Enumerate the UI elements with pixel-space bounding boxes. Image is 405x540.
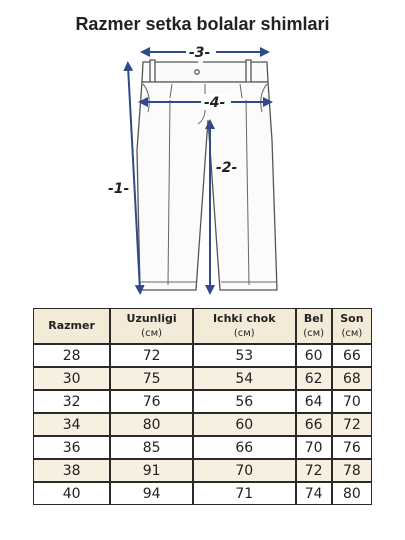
table-row: 38 91 70 72 78 [33, 459, 372, 482]
header-hip: Son (см) [332, 308, 372, 344]
header-length: Uzunligi (см) [110, 308, 193, 344]
table-row: 40 94 71 74 80 [33, 482, 372, 505]
dim-label-2: -2- [216, 160, 238, 176]
size-table [33, 308, 372, 505]
dim-label-1: -1- [108, 181, 130, 197]
table-row: 32 76 56 64 70 [33, 390, 372, 413]
dim-label-3: -3- [189, 45, 211, 61]
header-waist: Bel (см) [296, 308, 332, 344]
table-row: 36 85 66 70 76 [33, 436, 372, 459]
table-row: 30 75 54 62 68 [33, 367, 372, 390]
table-header-row [33, 308, 372, 344]
table-row: 34 80 60 66 72 [33, 413, 372, 436]
page-title: Razmer setka bolalar shimlari [75, 14, 330, 34]
dim-label-4: -4- [204, 95, 226, 111]
header-size: Razmer [33, 308, 110, 344]
table-row: 28 72 53 60 66 [33, 344, 372, 367]
header-inseam: Ichki chok (см) [193, 308, 296, 344]
